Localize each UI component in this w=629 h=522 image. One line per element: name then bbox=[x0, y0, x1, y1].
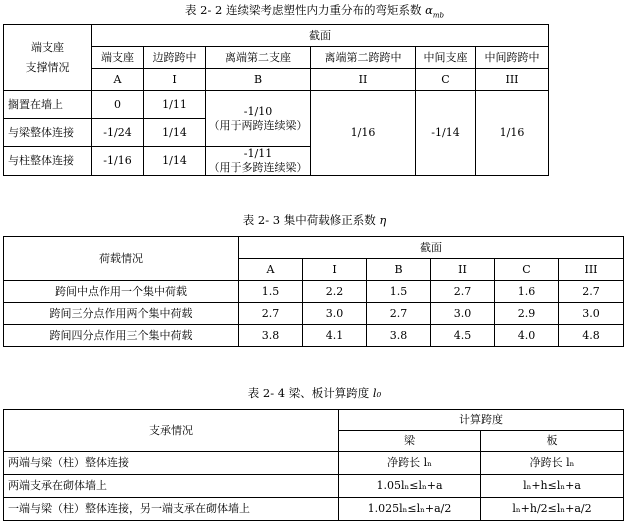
cell-value: 3.0 bbox=[303, 303, 367, 325]
beam-span-cell: 1.05lₙ≤lₙ+a bbox=[339, 475, 481, 498]
cell-iii: 1/16 bbox=[476, 91, 549, 176]
slab-span-cell: 净跨长 lₙ bbox=[481, 452, 624, 475]
cell-value: 2.7 bbox=[431, 281, 495, 303]
corner-header bbox=[4, 25, 92, 91]
cell-i: 1/11 bbox=[144, 91, 206, 119]
col-code-i: I bbox=[144, 69, 206, 91]
table2-caption-symbol: η bbox=[379, 213, 387, 227]
cell-value: 2.7 bbox=[559, 281, 624, 303]
cell-value: 4.8 bbox=[559, 325, 624, 347]
cell-value: 2.2 bbox=[303, 281, 367, 303]
col-code-ii: II bbox=[311, 69, 416, 91]
col-name-a: 端支座 bbox=[92, 47, 144, 69]
col-name-iii: 中间跨跨中 bbox=[476, 47, 549, 69]
table3-caption-text: 表 2- 4 梁、板计算跨度 bbox=[247, 386, 370, 400]
row-label: 两端支承在砌体墙上 bbox=[4, 475, 339, 498]
row-label: 跨间三分点作用两个集中荷载 bbox=[4, 303, 239, 325]
table1-caption-symbol: α bbox=[425, 3, 433, 17]
col-code-b: B bbox=[206, 69, 311, 91]
cell-value: 2.7 bbox=[367, 303, 431, 325]
cell-value: 1.5 bbox=[239, 281, 303, 303]
cell-c: -1/14 bbox=[416, 91, 476, 176]
table2-caption bbox=[0, 212, 629, 228]
cell-value: 1.5 bbox=[367, 281, 431, 303]
table1-caption bbox=[0, 2, 629, 19]
cell-a: -1/24 bbox=[92, 119, 144, 147]
cell-value: 1.6 bbox=[495, 281, 559, 303]
col-name-b: 离端第二支座 bbox=[206, 47, 311, 69]
cell-value: 3.8 bbox=[367, 325, 431, 347]
cell-b-multi-span bbox=[206, 147, 311, 176]
table1-caption-text: 表 2- 2 连续梁考虑塑性内力重分布的弯矩系数 bbox=[184, 3, 422, 17]
row-label: 一端与梁（柱）整体连接，另一端支承在砌体墙上 bbox=[4, 498, 339, 521]
cell-value: 3.8 bbox=[239, 325, 303, 347]
load-correction-table bbox=[3, 236, 624, 347]
cell-ii: 1/16 bbox=[311, 91, 416, 176]
row-label: 两端与梁（柱）整体连接 bbox=[4, 452, 339, 475]
cell-value: 3.0 bbox=[431, 303, 495, 325]
row-label: 搁置在墙上 bbox=[4, 91, 92, 119]
corner-label-condition: 支撑情况 bbox=[25, 60, 70, 74]
calculated-span-table bbox=[3, 409, 624, 521]
slab-header: 板 bbox=[481, 431, 624, 452]
row-label: 跨间四分点作用三个集中荷载 bbox=[4, 325, 239, 347]
col-code-a: A bbox=[239, 259, 303, 281]
section-header: 截面 bbox=[92, 25, 549, 47]
beam-span-cell: 1.025lₙ≤lₙ+a/2 bbox=[339, 498, 481, 521]
col-code-a: A bbox=[92, 69, 144, 91]
cell-value: 3.0 bbox=[559, 303, 624, 325]
beam-header: 梁 bbox=[339, 431, 481, 452]
row-label: 与梁整体连接 bbox=[4, 119, 92, 147]
b-two-span-note: （用于两跨连续梁） bbox=[208, 118, 308, 132]
col-code-iii: III bbox=[476, 69, 549, 91]
corner-label-support: 端支座 bbox=[31, 40, 64, 54]
cell-b-two-span bbox=[206, 91, 311, 147]
b-multi-span-note: （用于多跨连续梁） bbox=[208, 161, 308, 174]
col-code-ii: II bbox=[431, 259, 495, 281]
col-code-c: C bbox=[416, 69, 476, 91]
col-code-c: C bbox=[495, 259, 559, 281]
col-code-iii: III bbox=[559, 259, 624, 281]
cell-value: 4.5 bbox=[431, 325, 495, 347]
load-condition-header: 荷载情况 bbox=[4, 237, 239, 281]
cell-value: 2.7 bbox=[239, 303, 303, 325]
table2-caption-text: 表 2- 3 集中荷载修正系数 bbox=[242, 213, 376, 227]
section-header: 截面 bbox=[239, 237, 624, 259]
slab-span-cell: lₙ+h≤lₙ+a bbox=[481, 475, 624, 498]
cell-value: 2.9 bbox=[495, 303, 559, 325]
row-label: 跨间中点作用一个集中荷载 bbox=[4, 281, 239, 303]
col-code-i: I bbox=[303, 259, 367, 281]
b-multi-span-value: -1/11 bbox=[243, 147, 273, 160]
beam-span-cell: 净跨长 lₙ bbox=[339, 452, 481, 475]
cell-i: 1/14 bbox=[144, 147, 206, 176]
table1-caption-sub: mb bbox=[432, 11, 445, 20]
slab-span-cell: lₙ+h/2≤lₙ+a/2 bbox=[481, 498, 624, 521]
support-condition-header: 支承情况 bbox=[4, 410, 339, 452]
b-two-span-value: -1/10 bbox=[243, 104, 273, 118]
cell-a: -1/16 bbox=[92, 147, 144, 176]
col-name-i: 边跨跨中 bbox=[144, 47, 206, 69]
col-name-ii: 离端第二跨跨中 bbox=[311, 47, 416, 69]
row-label: 与柱整体连接 bbox=[4, 147, 92, 176]
col-name-c: 中间支座 bbox=[416, 47, 476, 69]
cell-value: 4.0 bbox=[495, 325, 559, 347]
calculated-span-header: 计算跨度 bbox=[339, 410, 624, 431]
table3-caption-symbol: l₀ bbox=[372, 386, 382, 400]
cell-a: 0 bbox=[92, 91, 144, 119]
cell-value: 4.1 bbox=[303, 325, 367, 347]
table3-caption bbox=[0, 385, 629, 401]
cell-i: 1/14 bbox=[144, 119, 206, 147]
moment-coefficient-table bbox=[3, 24, 549, 176]
col-code-b: B bbox=[367, 259, 431, 281]
